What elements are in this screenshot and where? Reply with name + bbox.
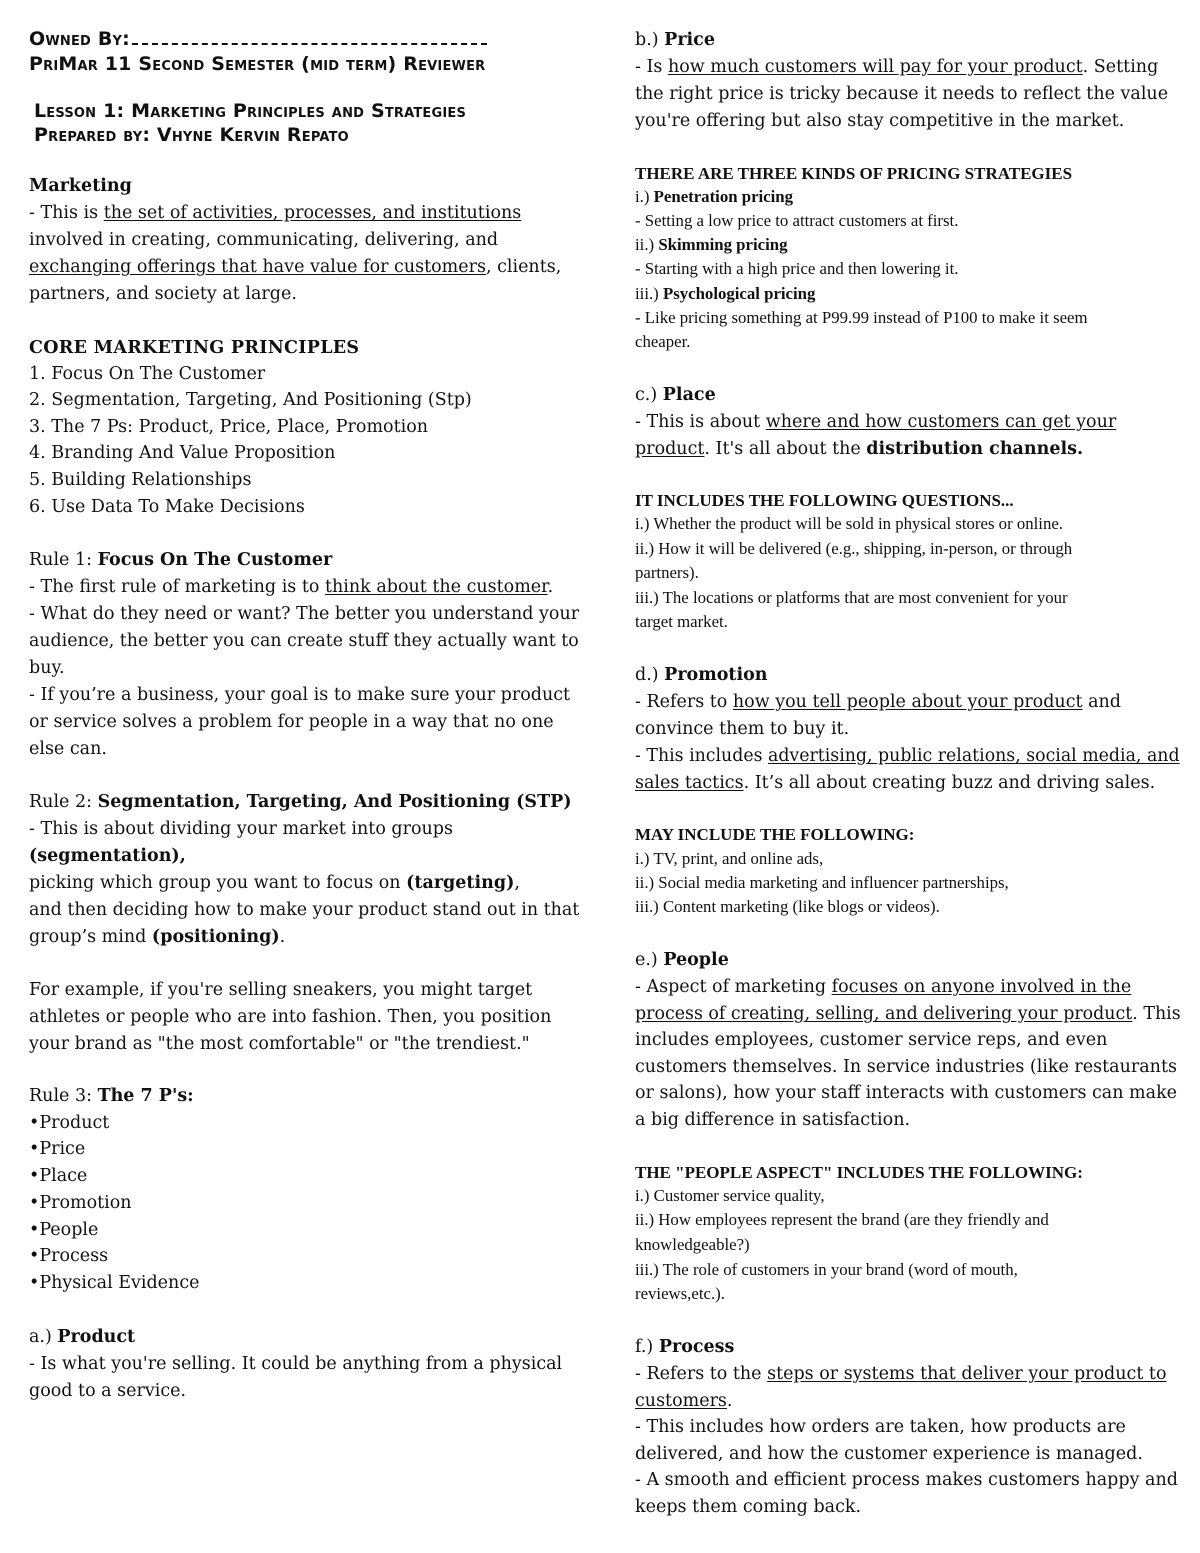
pricing-desc: - Setting a low price to attract customers at first. <box>635 211 959 230</box>
place-question: i.) Whether the product will be sold in physical stores or online. <box>635 514 1063 533</box>
people-line: a big difference in satisfaction. <box>635 1110 911 1130</box>
people-heading: e.) People <box>635 950 729 970</box>
place-line: product. It's all about the distribution channels. <box>635 439 1084 459</box>
place-heading: c.) Place <box>635 385 716 405</box>
price-line: the right price is tricky because it needs to reflect the value <box>635 84 1169 104</box>
people-line: - Aspect of marketing focuses on anyone involved in the <box>635 977 1132 997</box>
seven-p-item: •Promotion <box>29 1193 132 1213</box>
seven-p-item: •Physical Evidence <box>29 1273 200 1293</box>
prepared-by: Prepared by: Vhyne Kervin Repato <box>34 124 349 146</box>
rule2-example-line: For example, if you're selling sneakers, you might target <box>29 980 533 1000</box>
promotion-list-item: ii.) Social media marketing and influencer partnerships, <box>635 873 1009 892</box>
rule1-line: or service solves a problem for people in a way that no one <box>29 712 554 732</box>
place-question: target market. <box>635 612 728 631</box>
process-line: customers. <box>635 1391 733 1411</box>
promotion-line: - This includes advertising, public relations, social media, and <box>635 746 1180 766</box>
marketing-definition-line: exchanging offerings that have value for customers, clients, <box>29 257 562 277</box>
rule3-heading: Rule 3: The 7 P's: <box>29 1086 194 1106</box>
price-line: - Is how much customers will pay for your product. Setting <box>635 57 1159 77</box>
process-line: - A smooth and efficient process makes customers happy and <box>635 1470 1178 1490</box>
promotion-list-item: iii.) Content marketing (like blogs or videos). <box>635 897 940 916</box>
pricing-desc: cheaper. <box>635 332 691 351</box>
promotion-line: convince them to buy it. <box>635 719 850 739</box>
place-questions-title: IT INCLUDES THE FOLLOWING QUESTIONS... <box>635 491 1014 510</box>
price-line: you're offering but also stay competitive in the market. <box>635 111 1125 131</box>
seven-p-item: •People <box>29 1220 99 1240</box>
rule1-line: - What do they need or want? The better you understand your <box>29 604 580 624</box>
core-principle-item: 2. Segmentation, Targeting, And Positioning (Stp) <box>29 390 472 410</box>
people-list-item: knowledgeable?) <box>635 1235 750 1254</box>
rule2-line: - This is about dividing your market into groups <box>29 819 453 839</box>
product-line: good to a service. <box>29 1381 187 1401</box>
product-heading: a.) Product <box>29 1327 136 1347</box>
core-principle-item: 3. The 7 Ps: Product, Price, Place, Promotion <box>29 417 429 437</box>
reviewer-title: PriMar 11 Second Semester (mid term) Reviewer <box>29 53 486 75</box>
rule2-example-line: athletes or people who are into fashion. Then, you position <box>29 1007 552 1027</box>
pricing-strategies-title: THERE ARE THREE KINDS OF PRICING STRATEGIES <box>635 164 1073 183</box>
pricing-desc: - Starting with a high price and then lowering it. <box>635 259 959 278</box>
rule2-line: (segmentation), <box>29 846 186 866</box>
place-question: partners). <box>635 563 699 582</box>
pricing-item: i.) Penetration pricing <box>635 187 794 206</box>
rule1-line: - If you’re a business, your goal is to make sure your product <box>29 685 571 705</box>
core-principle-item: 1. Focus On The Customer <box>29 364 266 384</box>
people-list-item: ii.) How employees represent the brand (are they friendly and <box>635 1210 1049 1229</box>
rule1-line: - The first rule of marketing is to think about the customer. <box>29 577 554 597</box>
people-list-item: reviews,etc.). <box>635 1284 725 1303</box>
process-line: - Refers to the steps or systems that deliver your product to <box>635 1364 1167 1384</box>
rule2-line: picking which group you want to focus on (targeting), <box>29 873 520 893</box>
rule2-heading: Rule 2: Segmentation, Targeting, And Positioning (STP) <box>29 792 572 812</box>
rule1-line: else can. <box>29 739 107 759</box>
people-line: process of creating, selling, and delivering your product. This <box>635 1004 1181 1024</box>
owned-by-line: Owned By: <box>29 28 487 50</box>
people-line: or salons), how your staff interacts with customers can make <box>635 1083 1178 1103</box>
rule1-heading: Rule 1: Focus On The Customer <box>29 550 333 570</box>
promotion-line: sales tactics. It’s all about creating buzz and driving sales. <box>635 773 1156 793</box>
people-line: includes employees, customer service reps, and even <box>635 1030 1108 1050</box>
promotion-list-item: i.) TV, print, and online ads, <box>635 849 824 868</box>
seven-p-item: •Process <box>29 1246 109 1266</box>
seven-p-item: •Price <box>29 1139 86 1159</box>
rule2-example-line: your brand as "the most comfortable" or "the trendiest." <box>29 1034 530 1054</box>
process-line: keeps them coming back. <box>635 1497 862 1517</box>
core-principle-item: 4. Branding And Value Proposition <box>29 443 336 463</box>
marketing-definition-line: - This is the set of activities, processes, and institutions <box>29 203 522 223</box>
pricing-item: ii.) Skimming pricing <box>635 235 788 254</box>
core-principles-title: CORE MARKETING PRINCIPLES <box>29 338 360 358</box>
place-question: ii.) How it will be delivered (e.g., shipping, in-person, or through <box>635 539 1073 558</box>
place-question: iii.) The locations or platforms that are most convenient for your <box>635 588 1068 607</box>
people-line: customers themselves. In service industries (like restaurants <box>635 1057 1177 1077</box>
lesson-title: Lesson 1: Marketing Principles and Strategies <box>34 100 467 122</box>
place-line: - This is about where and how customers can get your <box>635 412 1117 432</box>
process-line: - This includes how orders are taken, how products are <box>635 1417 1126 1437</box>
core-principle-item: 6. Use Data To Make Decisions <box>29 497 305 517</box>
people-list-title: THE "PEOPLE ASPECT" INCLUDES THE FOLLOWING: <box>635 1163 1083 1182</box>
marketing-definition-line: involved in creating, communicating, delivering, and <box>29 230 499 250</box>
seven-p-item: •Product <box>29 1113 110 1133</box>
promotion-line: - Refers to how you tell people about your product and <box>635 692 1122 712</box>
people-list-item: iii.) The role of customers in your brand (word of mouth, <box>635 1260 1018 1279</box>
product-line: - Is what you're selling. It could be anything from a physical <box>29 1354 563 1374</box>
rule2-line: and then deciding how to make your product stand out in that <box>29 900 580 920</box>
promotion-list-title: MAY INCLUDE THE FOLLOWING: <box>635 825 915 844</box>
rule1-line: audience, the better you can create stuff they actually want to <box>29 631 579 651</box>
marketing-definition-line: partners, and society at large. <box>29 284 297 304</box>
rule2-line: group’s mind (positioning). <box>29 927 286 947</box>
owner-blank <box>132 31 487 45</box>
promotion-heading: d.) Promotion <box>635 665 768 685</box>
price-heading: b.) Price <box>635 30 715 50</box>
rule1-line: buy. <box>29 658 65 678</box>
pricing-desc: - Like pricing something at P99.99 instead of P100 to make it seem <box>635 308 1088 327</box>
core-principle-item: 5. Building Relationships <box>29 470 252 490</box>
process-heading: f.) Process <box>635 1337 735 1357</box>
marketing-title: Marketing <box>29 176 132 196</box>
process-line: delivered, and how the customer experience is managed. <box>635 1444 1143 1464</box>
seven-p-item: •Place <box>29 1166 88 1186</box>
people-list-item: i.) Customer service quality, <box>635 1186 825 1205</box>
pricing-item: iii.) Psychological pricing <box>635 284 816 303</box>
